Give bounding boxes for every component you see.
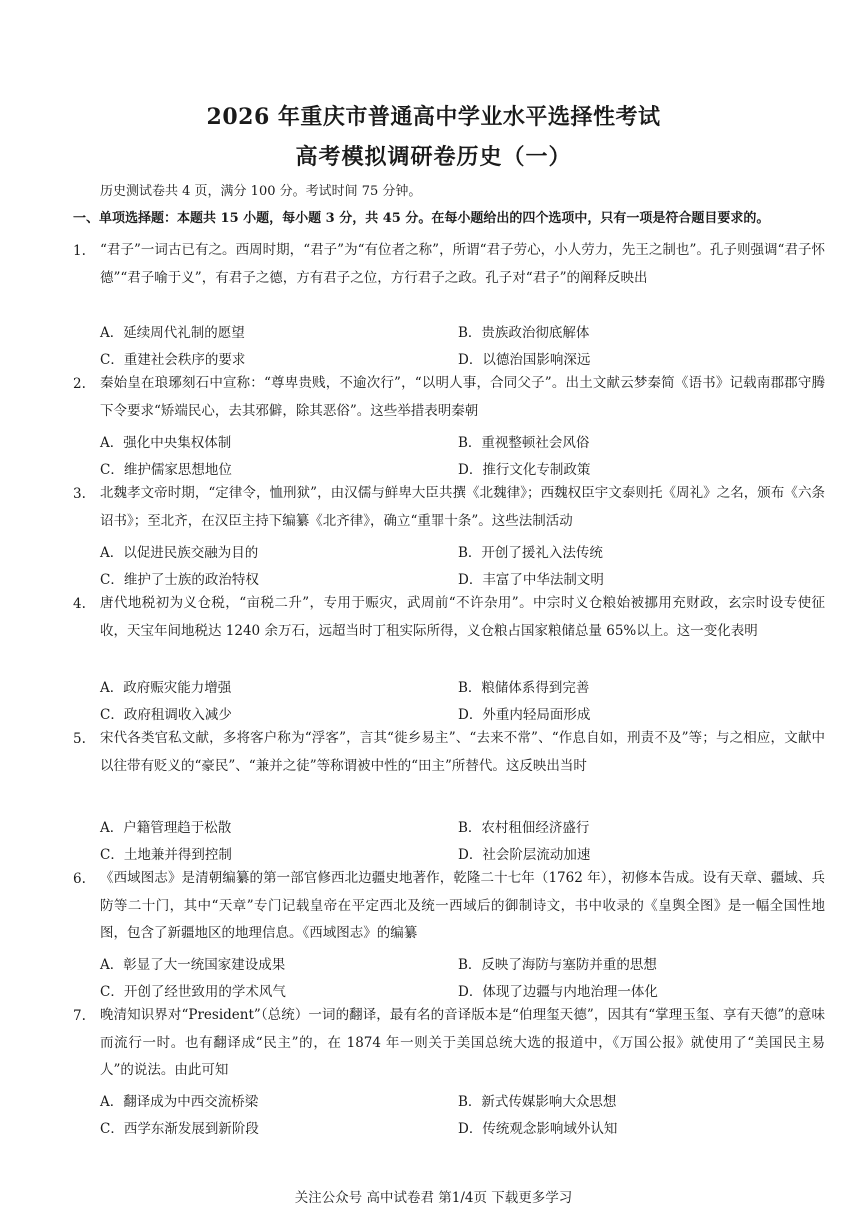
option-a: A．政府赈灾能力增强: [100, 680, 232, 696]
option-c: C．维护了士族的政治特权: [100, 572, 259, 588]
option-b: B．开创了援礼入法传统: [458, 545, 603, 561]
option-d: D．传统观念影响域外认知: [458, 1121, 618, 1137]
option-c: C．开创了经世致用的学术风气: [100, 984, 286, 1000]
page-footer: 关注公众号 高中试卷君 第1/4页 下载更多学习: [294, 1190, 573, 1206]
option-b: B．重视整顿社会风俗: [458, 435, 590, 451]
option-d: D．丰富了中华法制文明: [458, 572, 604, 588]
option-c: C．政府租调收入减少: [100, 707, 232, 723]
question-stem: 宋代各类官私文献，多将客户称为“浮客”，言其“徙乡易主”、“去来不常”、“作息自如，刑责不及”等；与之相应，文献中以往带有贬义的“豪民”、“兼并之徒”等称谓被中性的“田主”所替代。这反映出当时: [100, 730, 825, 774]
question-stem: 《西域图志》是清朝编纂的第一部官修西北边疆史地著作，乾隆二十七年（1762 年），初修本告成。设有天章、疆域、兵防等二十门，其中“天章”专门记载皇帝在平定西北及统一西域后的御制诗文，书中收录的《皇舆全图》是一幅全国性地图，包含了新疆地区的地理信息。《西域图志》的编纂: [100, 870, 825, 941]
exam-title: 2026 年重庆市普通高中学业水平选择性考试: [206, 104, 661, 130]
question-stem: 秦始皇在琅琊刻石中宣称：“尊卑贵贱，不逾次行”，“以明人事，合同父子”。出土文献云梦秦简《语书》记载南郡郡守腾下令要求“矫端民心，去其邪僻，除其恶俗”。这些举措表明秦朝: [100, 375, 825, 419]
option-c: C．维护儒家思想地位: [100, 462, 232, 478]
option-b: B．新式传媒影响大众思想: [458, 1094, 617, 1110]
option-a: A．强化中央集权体制: [100, 435, 232, 451]
question-number: 3.: [73, 486, 86, 502]
question-number: 5.: [73, 731, 86, 747]
option-d: D．推行文化专制政策: [458, 462, 591, 478]
option-b: B．反映了海防与塞防并重的思想: [458, 957, 657, 973]
question-number: 2.: [73, 376, 86, 392]
option-d: D．外重内轻局面形成: [458, 707, 591, 723]
question-number: 6.: [73, 871, 86, 887]
option-b: B．粮储体系得到完善: [458, 680, 590, 696]
exam-intro: 历史测试卷共 4 页，满分 100 分。考试时间 75 分钟。: [100, 184, 422, 199]
question-stem: 晚清知识界对“President”（总统）一词的翻译，最有名的音译版本是“伯理玺天德”，因其有“掌理玉玺、享有天德”的意味而流行一时。也有翻译成“民主”的，在 1874 年一则关于美国总统大选的报道中，《万国公报》就使用了“美国民主易人”的说法。由此可知: [100, 1007, 825, 1078]
section-heading: 一、单项选择题：本题共 15 小题，每小题 3 分，共 45 分。在每小题给出的四个选项中，只有一项是符合题目要求的。: [73, 211, 770, 226]
option-a: A．户籍管理趋于松散: [100, 820, 232, 836]
option-c: C．土地兼并得到控制: [100, 847, 232, 863]
question-number: 4.: [73, 596, 86, 612]
question-stem: 唐代地税初为义仓税，“亩税二升”，专用于赈灾，武周前“不许杂用”。中宗时义仓粮始被挪用充财政，玄宗时设专使征收，天宝年间地税达 1240 余万石，远超当时丁租实际所得，义仓粮占国家粮储总量 65%以上。这一变化表明: [100, 595, 825, 639]
exam-subtitle: 高考模拟调研卷历史（一）: [295, 144, 572, 170]
option-c: C．重建社会秩序的要求: [100, 352, 246, 368]
question-number: 1.: [73, 243, 86, 259]
question-number: 7.: [73, 1008, 86, 1024]
option-d: D．社会阶层流动加速: [458, 847, 591, 863]
option-b: B．贵族政治彻底解体: [458, 325, 590, 341]
option-a: A．延续周代礼制的愿望: [100, 325, 245, 341]
option-b: B．农村租佃经济盛行: [458, 820, 590, 836]
option-d: D．以德治国影响深远: [458, 352, 591, 368]
question-stem: 北魏孝文帝时期，“定律令，恤刑狱”，由汉儒与鲜卑大臣共撰《北魏律》；西魏权臣宇文泰则托《周礼》之名，颁布《六条诏书》；至北齐，在汉臣主持下编纂《北齐律》，确立“重罪十条”。这些法制活动: [100, 485, 825, 529]
question-stem: “君子”一词古已有之。西周时期，“君子”为“有位者之称”，所谓“君子劳心，小人劳力，先王之制也”。孔子则强调“君子怀德”“君子喻于义”，有君子之德，方有君子之位，方行君子之政。孔子对“君子”的阐释反映出: [100, 242, 825, 286]
option-a: A．以促进民族交融为目的: [100, 545, 259, 561]
option-c: C．西学东渐发展到新阶段: [100, 1121, 259, 1137]
option-d: D．体现了边疆与内地治理一体化: [458, 984, 658, 1000]
option-a: A．翻译成为中西交流桥梁: [100, 1094, 259, 1110]
option-a: A．彰显了大一统国家建设成果: [100, 957, 286, 973]
